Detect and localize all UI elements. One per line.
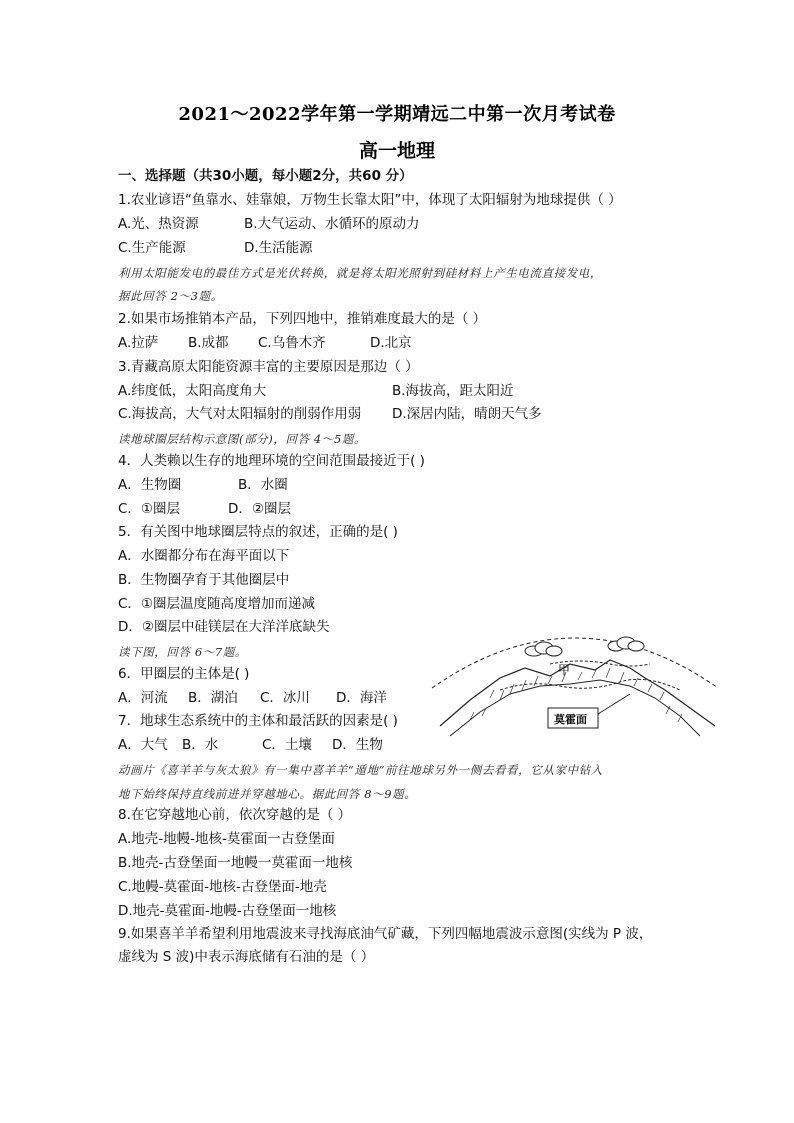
q1-stem: 1.农业谚语“鱼靠水、娃靠娘，万物生长靠太阳”中，体现了太阳辐射为地球提供（ ） <box>118 192 622 208</box>
q5-option-a: A．水圈都分布在海平面以下 <box>118 548 290 564</box>
q1-option-a: A.光、热资源 <box>118 216 199 232</box>
note-2-3-line2: 据此回答 2～3题。 <box>118 289 223 303</box>
earth-spheres-figure <box>430 628 720 738</box>
note-8-9-line2: 地下始终保持直线前进并穿越地心。据此回答 8～9题。 <box>118 787 417 801</box>
q8-option-c: C.地幔-莫霍面-地核-古登堡面-地壳 <box>118 879 327 895</box>
note-8-9-line1: 动画片《喜羊羊与灰太狼》有一集中喜羊羊“遁地”前往地球另外一侧去看看，它从家中钻入 <box>118 763 603 777</box>
q3-option-c: C.海拔高，大气对太阳辐射的削弱作用弱 <box>118 406 362 422</box>
q3-stem: 3.青藏高原太阳能资源丰富的主要原因是那边（ ） <box>118 359 419 375</box>
q1-option-d: D.生活能源 <box>244 240 313 256</box>
label-jia: 甲 <box>558 663 571 677</box>
note-4-5: 读地球圈层结构示意图(部分)，回答 4～5题。 <box>118 432 367 446</box>
moho-pointer <box>598 694 630 714</box>
q1-option-b: B.大气运动、水循环的原动力 <box>244 216 420 232</box>
q9-stem-line2: 虚线为 S 波)中表示海底储有石油的是（ ） <box>118 949 375 965</box>
q5-option-b: B．生物圈孕育于其他圈层中 <box>118 572 290 588</box>
q7-option-d: D．生物 <box>332 737 383 753</box>
cloud-icon <box>608 637 644 651</box>
q8-option-d: D.地壳-莫霍面-地幔-古登堡面一地核 <box>118 903 337 919</box>
q5-option-c: C．①圈层温度随高度增加而递减 <box>118 596 316 612</box>
q6-option-b: B．湖泊 <box>188 690 238 706</box>
cloud-icon <box>525 642 562 656</box>
q3-option-d: D.深居内陆，晴朗天气多 <box>392 406 542 422</box>
q3-option-b: B.海拔高，距太阳近 <box>392 383 514 399</box>
q4-option-a: A．生物圈 <box>118 477 182 493</box>
exam-subtitle: 高一地理 <box>358 140 435 162</box>
q9-stem-line1: 9.如果喜羊羊希望利用地震波来寻找海底油气矿藏，下列四幅地震波示意图(实线为 P 波， <box>118 926 653 942</box>
q3-option-a: A.纬度低，太阳高度角大 <box>118 383 267 399</box>
exam-title: 2021～2022学年第一学期靖远二中第一次月考试卷 <box>178 104 616 125</box>
q7-option-a: A．大气 <box>118 737 168 753</box>
q6-option-d: D．海洋 <box>336 690 387 706</box>
q4-stem: 4．人类赖以生存的地理环境的空间范围最接近于( ) <box>118 453 425 469</box>
q7-stem: 7．地球生态系统中的主体和最活跃的因素是( ) <box>118 713 398 729</box>
label-moho: 莫霍面 <box>554 713 587 726</box>
q8-option-b: B.地壳-古登堡面一地幔一莫霍面一地核 <box>118 855 353 871</box>
q8-stem: 8.在它穿越地心前，依次穿越的是（ ） <box>118 807 352 823</box>
q4-option-b: B．水圈 <box>238 477 288 493</box>
q7-option-b: B．水 <box>182 737 219 753</box>
q7-option-c: C．土壤 <box>262 737 312 753</box>
q8-option-a: A.地壳-地幔-地核-莫霍面一古登堡面 <box>118 831 335 847</box>
q6-option-c: C．冰川 <box>260 690 310 706</box>
q6-option-a: A．河流 <box>118 690 168 706</box>
q2-option-d: D.北京 <box>370 335 412 351</box>
q2-option-b: B.成都 <box>188 335 229 351</box>
q4-option-c: C．①圈层 <box>118 501 181 517</box>
atmosphere-boundary <box>432 638 718 688</box>
earth-spheres-diagram <box>430 628 720 738</box>
note-6-7: 读下图，回答 6～7题。 <box>118 645 247 659</box>
q1-option-c: C.生产能源 <box>118 240 186 256</box>
q2-option-c: C.乌鲁木齐 <box>258 335 326 351</box>
q5-option-d: D．②圈层中硅镁层在大洋洋底缺失 <box>118 619 330 635</box>
q2-stem: 2.如果市场推销本产品，下列四地中，推销难度最大的是（ ） <box>118 311 487 327</box>
q6-stem: 6．甲圈层的主体是( ) <box>118 666 250 682</box>
section-heading: 一、选择题（共30小题，每小题2分，共60 分） <box>118 168 413 184</box>
q2-option-a: A.拉萨 <box>118 335 159 351</box>
q5-stem: 5．有关图中地球圈层特点的叙述，正确的是( ) <box>118 524 398 540</box>
note-2-3-line1: 利用太阳能发电的最佳方式是光伏转换，就是将太阳光照射到硅材料上产生电流直接发电， <box>118 266 602 280</box>
q4-option-d: D．②圈层 <box>228 501 291 517</box>
